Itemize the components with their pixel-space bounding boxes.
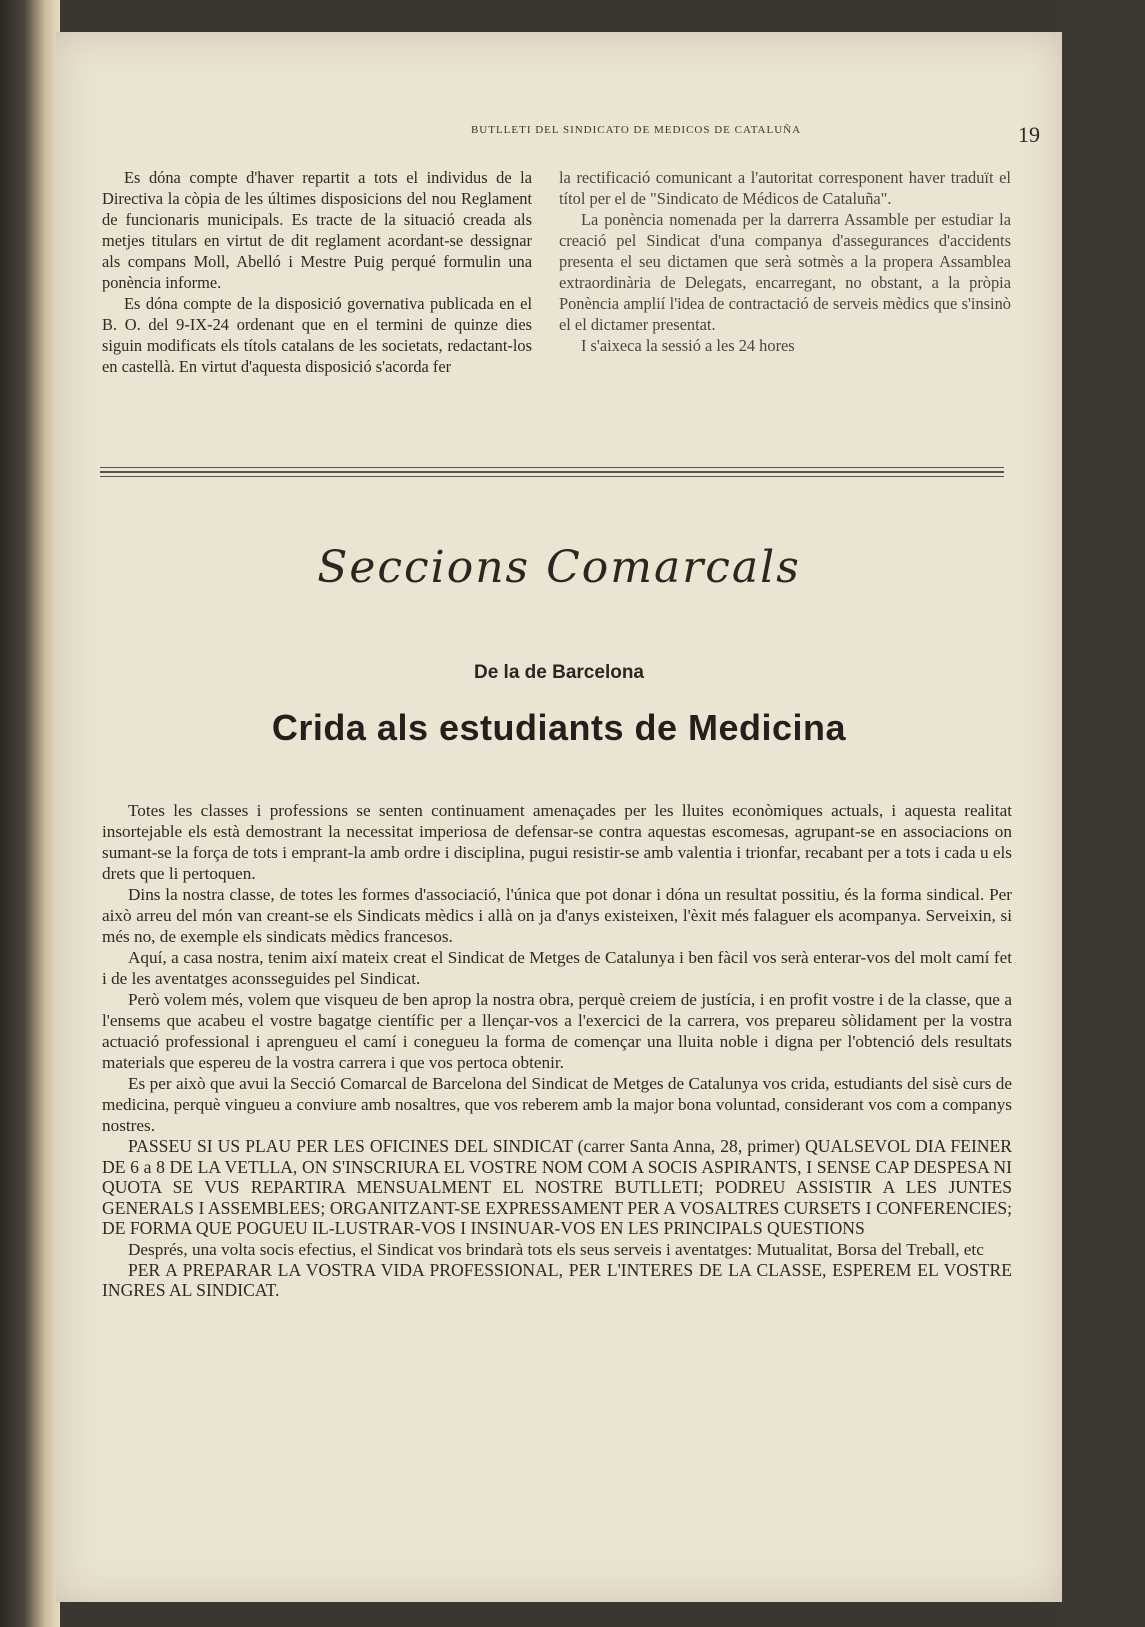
article-paragraph: Es per això que avui la Secció Comarcal de Barcelona del Sindicat de Metges de Catalunya vos crida, estudiants del sisè curs de medicina, perquè vingueu a conviure amb nosaltres, que vos reberem amb la major bona voluntad, considerant vos com a companys nostres. [102, 1074, 1012, 1135]
article-body [102, 800, 1012, 1301]
minutes-paragraph: Es dóna compte d'haver repartit a tots el individus de la Directiva la còpia de les últimes disposicions del nou Reglament de funcionaris municipals. Es tracte de la situació creada als metjes titulars en virtut de dit reglament acordant-se dessignar als compans Moll, Abelló i Mestre Puig perqué formulin una ponència informe. [102, 168, 532, 292]
minutes-paragraph: la rectificació comunicant a l'autoritat corresponent haver traduït el títol per el de "Sindicato de Médicos de Cataluña". [559, 168, 1011, 208]
minutes-paragraph: Es dóna compte de la disposició governativa publicada en el B. O. del 9-IX-24 ordenant que en el termini de quinze dies siguin modificats els títols catalans de les societats, redactant-los en castellà. En virtut d'aquesta disposició s'acorda fer [102, 294, 532, 376]
article-paragraph: Després, una volta socis efectius, el Sindicat vos brindarà tots els seus serveis i aventatges: Mutualitat, Borsa del Treball, etc [128, 1239, 984, 1259]
article-paragraph: PER A PREPARAR LA VOSTRA VIDA PROFESSIONAL, PER L'INTERES DE LA CLASSE, ESPEREM EL VOSTRE INGRES AL SINDICAT. [102, 1259, 1012, 1300]
book-spine-left [0, 0, 60, 1627]
section-subtitle: De la de Barcelona [473, 662, 645, 683]
section-divider-bottom [100, 476, 1004, 477]
running-title: BUTLLETI DEL SINDICATO DE MEDICOS DE CATALUÑA [470, 124, 802, 136]
article-paragraph: Dins la nostra classe, de totes les formes d'associació, l'única que pot donar i dóna un resultat possitiu, és la forma sindical. Per això arreu del món van creant-se els Sindicats mèdics i allà on ja d'anys existeixen, l'èxit més falaguer els acompanya. Serveixin, si més no, de exemple els sindicats mèdics francesos. [102, 885, 1012, 946]
section-divider-top [100, 467, 1004, 468]
section-divider-middle [100, 471, 1004, 473]
minutes-paragraph: La ponència nomenada per la darrerra Assamble per estudiar la creació pel Sindicat d'una companya d'assegurances d'accidents presenta el seu dictamen que serà sotmès a la propera Assamblea extraordinària de Delegats, encarregant, no obstant, a la pròpia Ponència amplií l'idea de contractació de serveis mèdics que s'insinò el el dictamer presentat. [559, 210, 1011, 334]
article-paragraph: Totes les classes i professions se senten continuament amenaçades per les lluites econòmiques actuals, i aquesta realitat insortejable els està demostrant la necessitat imperiosa de defensar-se contra aquestas escomesas, agrupant-se en associacions on sumant-se la força de tots i emprant-la amb ordre i disciplina, pugui resistir-se amb valentia i trionfar, recabant per a tots i cada u els drets que li pertoquen. [102, 801, 1012, 883]
document-page [56, 32, 1062, 1602]
article-headline: Crida als estudiants de Medicina [271, 707, 847, 748]
page-number: 19 [1018, 122, 1040, 147]
article-paragraph: PASSEU SI US PLAU PER LES OFICINES DEL SINDICAT (carrer Santa Anna, 28, primer) QUALSEVOL DIA FEINER DE 6 a 8 DE LA VETLLA, ON S'INSCRIURA EL VOSTRE NOM COM A SOCIS ASPIRANTS, I SENSE CAP DESPESA NI QUOTA SE VUS REPARTIRA MENSUALMENT EL NOSTRE BUTLLETI; PODREU ASSISTIR A LES JUNTES GENERALS I ASSEMBLEES; ORGANITZANT-SE EXPRESSAMENT PER A VOSALTRES CURSETS I CONFERENCIES; DE FORMA QUE POGUEU IL-LUSTRAR-VOS I INSINUAR-VOS EN LES PRINCIPALS QUESTIONS [102, 1136, 1012, 1238]
article-paragraph: Però volem més, volem que visqueu de ben aprop la nostra obra, perquè creiem de justícia, i en profit vostre i de la classe, que a l'ensems que acabeu el vostre bagatge científic per a llençar-vos a l'exercici de la carrera, vos prepareu sòlidament per la vostra actuació professional i aprengueu el camí i conegueu la forma de començar una lluita noble i digna per l'obtenció dels resultats materials que espereu de la vostra carrera i que vos pertoca obtenir. [102, 990, 1012, 1072]
scan-background-right [1062, 0, 1145, 1627]
minutes-left-column [102, 167, 532, 377]
section-title: Seccions Comarcals [317, 542, 801, 593]
minutes-paragraph: I s'aixeca la sessió a les 24 hores [581, 336, 795, 355]
article-paragraph: Aquí, a casa nostra, tenim així mateix creat el Sindicat de Metges de Catalunya i ben fàcil vos serà enterar-vos del molt camí fet i de les aventatges aconsseguides pel Sindicat. [102, 948, 1012, 988]
minutes-right-column [559, 167, 1011, 356]
